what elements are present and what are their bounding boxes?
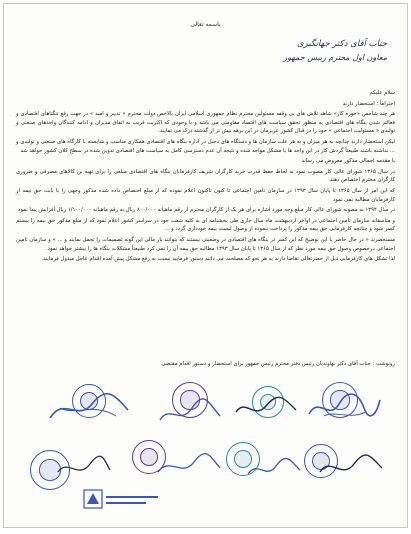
bismillah-heading: باسمه تعالی bbox=[190, 21, 221, 28]
paragraph-3: با مقدمه اجمالی مذکور معروض می رساند bbox=[301, 158, 395, 165]
signature-2 bbox=[232, 392, 302, 426]
carbon-copy-line: رونوشت : جناب آقای دکتر نهاوندیان رئیس دفتر محترم رئیس جمهور برای استحضار و دستور اقدام مقتضی bbox=[161, 361, 395, 367]
addressee-name: جناب آقای دکتر جهانگیری bbox=[296, 39, 387, 49]
paragraph-7: و متاسفانه سازمان تامین اجتماعی در اواخر اردیبهشت ماه سال جاری طی بخشنامه ای به کلیه شعب خود در سراسر کشور اعلام نمود که از مبلغ مذکور حق بیمه را بیستم کسر شود و چنانچه کارفرمایی حق بیمه مذکور را پرداخت ننموده از وصول لیست بیمه خودداری گردد و ... bbox=[16, 217, 395, 233]
stamp-1 bbox=[322, 382, 358, 418]
paragraph-6: در سال ۱۳۹۴ به مصوبه شورای عالی کار مبلغ وجه مورد اشاره برای هر یک از کارگران محترم از رقم ماهیانه ۸۰۰/۰۰۰ ریال به رقم ماهیانه ۱/۱۰۰/۰۰۰ ریال افزایش پیدا نمود bbox=[18, 207, 395, 214]
signature-3 bbox=[154, 396, 224, 430]
paragraph-4: در سال ۱۳۶۵ شورای عالی کار مصوب نمود به لحاظ حفظ قدرت خرید کارگران شریف کارفرمایان بنگاه های اقتصادی مبلغی را برای تهیه بن کالاهای مصرفی و ضروری کارگران محترم اختصاص دهند. bbox=[16, 168, 396, 184]
addressee-title: معاون اول محترم رییس جمهور bbox=[283, 53, 387, 62]
stamp-4 bbox=[72, 384, 106, 418]
signature-5 bbox=[316, 450, 386, 484]
paragraph-8: مستحضرند « در حال حاضر با این توضیح که این کسر در بنگاه های اقتصادی در وضعیتی نیستند که بتوانند بار مالی این گونه تصمیمات را تحمل نمایند و ... » و سازمان تامین اجتماعی درخصوص وصول حق بیمه مورد نظر که از سال ۱۳۶۵ تا پایان سال ۱۳۹۳ مطالبه حق بیمه آن را نمی کرد طبیعتاً مشکلات بنگاه ها را بیشتر خواهد نمود. bbox=[16, 236, 395, 252]
signature-8 bbox=[54, 454, 114, 484]
greeting: سلام علیکم bbox=[369, 90, 395, 96]
respect-line: احتراماً ؛ استحضار دارند bbox=[342, 100, 395, 107]
paragraph-2: لیکن استحضار دارند چنانچه به هر میزان و به هر علت سازمان ها و دستگاه های دخیل در اداره بنگاه های اقتصادی همکاری مناسب و شایسته با کارگاه های صنعتی و تولیدی و ... نداشته باشند طبیعتاً گردش کار در این واحد ها با مشکل مواجه شده و نتیجه آن عدم دسترسی کامل به سیاست های اقتصادی تدوین شده در سطح کلان کشور خواهد شد bbox=[16, 138, 395, 154]
footer-logo bbox=[82, 484, 162, 514]
signature-7 bbox=[154, 450, 224, 482]
signature-6 bbox=[244, 454, 304, 484]
letter-page bbox=[3, 3, 408, 528]
addressee-block bbox=[283, 38, 387, 64]
paragraph-9: لذا تشکل های کارفرمایی ذیل از حضرتعالی تقاضا دارند به هر نحو که مصلحت می دانند دستور فرمایید نسبت به رفع مشکل پیش آمده اقدام عاجل مبذول فرمایند. bbox=[41, 256, 395, 263]
paragraph-1: هر چند شاخص «حوزه کار» شاهد تلاش های بی وقفه مسئولین محترم نظام جمهوری اسلامی ایران بالاخص دولت محترم « تدبیر و امید » در جهت رفع تنگناهای اقتصادی و فعالتر شدن بنگاه های اقتصادی به منظور تحقق سیاست های اقتصاد مقاومتی می باشد و با وجودی که اکثریت قریب به اتفاق مدیران و ادامه کنندگان واحدهای صنعتی و تولیدی « مسئولیت اجتماعی » خود را در قبال کشور عزیزمان در این برهه بیش تر از گذشته درک می نمایند. bbox=[16, 111, 395, 135]
letter-body bbox=[16, 89, 395, 266]
paragraph-5: که این امر از سال ۱۳۶۵ تا پایان سال ۱۳۹۳ در سازمان تامین اجتماعی تا کنون تاکنون اعلام نموده که از مبلغ اختصاص داده شده مذکور وجهی را با بابت حق بیمه از کارفرمایان مطالبه نمی نمود bbox=[16, 187, 396, 203]
